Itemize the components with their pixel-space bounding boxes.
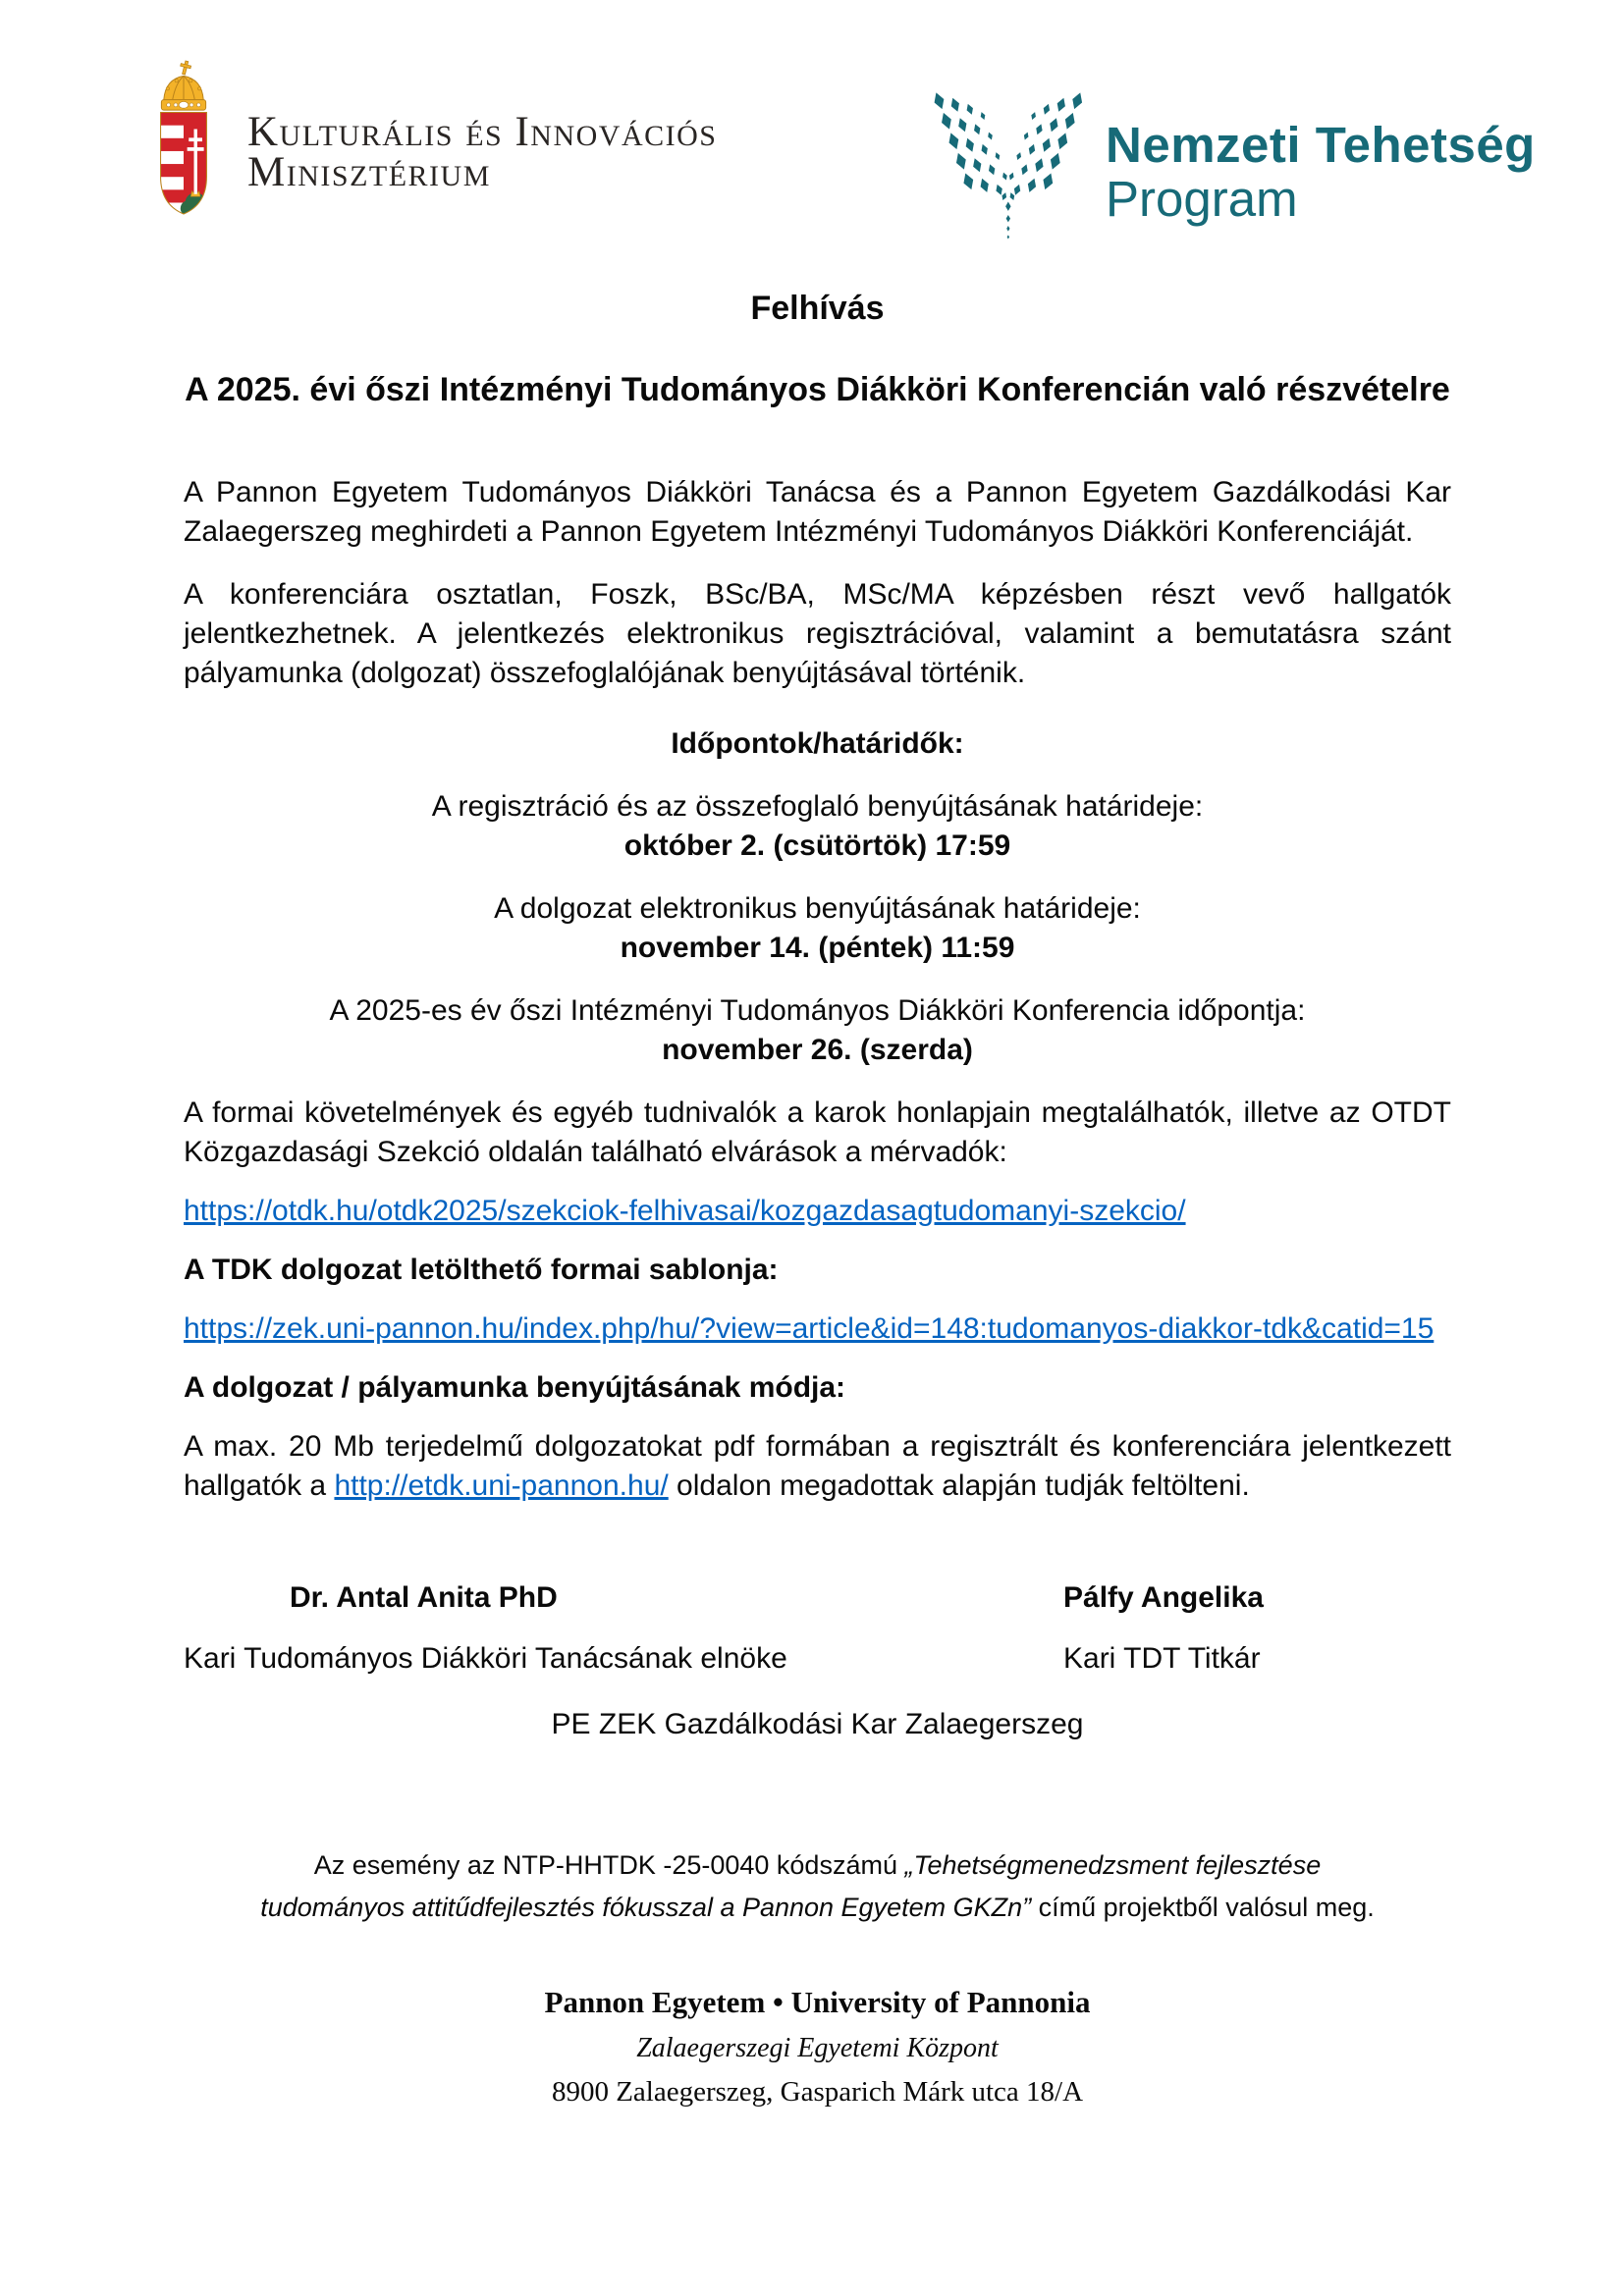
submission-text-after: oldalon megadottak alapján tudják feltölteni. [668,1469,1250,1502]
schedule-item-paper-submission [184,889,1451,968]
ntp-logo-line1: Nemzeti Tehetség [1106,117,1536,173]
signature-right-name: Pálfy Angelika [1063,1581,1264,1614]
document-subject: A 2025. évi őszi Intézményi Tudományos Diákköri Konferencián való részvételre [185,371,1450,408]
kim-logo-line1: Kulturális és Innovációs [247,109,718,155]
schedule-item-conference-date [184,991,1451,1070]
intro-paragraph-1: A Pannon Egyetem Tudományos Diákköri Tanácsa és a Pannon Egyetem Gazdálkodási Kar Zalaegerszeg meghirdeti a Pannon Egyetem Intézményi Tudományos Diákköri Konferenciáját. [184,476,1451,548]
ntp-logo [935,73,1536,251]
hungarian-coat-of-arms-icon [145,61,222,218]
schedule-date: október 2. (csütörtök) 17:59 [623,829,1011,862]
signature-left-name: Dr. Antal Anita PhD [290,1581,558,1614]
campus-name: Zalaegerszegi Egyetemi Központ [636,2033,999,2063]
submission-heading: A dolgozat / pályamunka benyújtásának módja: [184,1371,846,1404]
campus-address: 8900 Zalaegerszeg, Gasparich Márk utca 18/A [551,2076,1084,2108]
requirements-paragraph: A formai követelmények és egyéb tudnivalók a karok honlapjain megtalálhatók, illetve az OTDT Közgazdasági Szekció oldalán található elvárások a mérvadók: [184,1096,1451,1168]
schedule-label: A regisztráció és az összefoglaló benyújtásának határideje: [431,790,1204,823]
signature-right-title: Kari TDT Titkár [1063,1642,1261,1675]
project-text-before: Az esemény az NTP-HHTDK -25-0040 kódszámú [313,1850,905,1880]
kim-logo-line2: Minisztérium [247,149,491,195]
schedule-heading: Időpontok/határidők: [671,727,964,760]
signature-organization: PE ZEK Gazdálkodási Kar Zalaegerszeg [551,1708,1084,1740]
ntp-diamond-mark-icon [935,73,1084,251]
page-title: Felhívás [750,290,885,327]
submission-text-before: A max. 20 Mb terjedelmű dolgozatokat pdf formában a regisztrált és konferenciára jelentkezett hallgatók a [184,1430,1451,1502]
otdk-section-link[interactable]: https://otdk.hu/otdk2025/szekciok-felhivasai/kozgazdasagtudomanyi-szekcio/ [184,1195,1186,1227]
university-footer [184,1978,1451,2113]
template-heading: A TDK dolgozat letölthető formai sablonja: [184,1254,779,1286]
ntp-logo-text [1106,118,1536,226]
project-title-italic: „Tehetségmenedzsment fejlesztése tudományos attitűdfejlesztés fókusszal a Pannon Egyetem GKZn” [260,1850,1322,1922]
project-text-after: című projektből valósul meg. [1031,1893,1375,1922]
etdk-upload-link[interactable]: http://etdk.uni-pannon.hu/ [334,1469,669,1502]
university-name: Pannon Egyetem • University of Pannonia [544,1985,1091,2019]
kim-logo [145,61,717,218]
signature-left-title: Kari Tudományos Diákköri Tanácsának elnöke [184,1642,787,1675]
tdk-template-link[interactable]: https://zek.uni-pannon.hu/index.php/hu/?view=article&id=148:tudomanyos-diakkor-tdk&catid=15 [184,1312,1435,1345]
signature-names-row [184,1578,1451,1618]
intro-paragraph-2: A konferenciára osztatlan, Foszk, BSc/BA, MSc/MA képzésben részt vevő hallgatók jelentkezhetnek. A jelentkezés elektronikus regisztrációval, valamint a bemutatásra szánt pályamunka (dolgozat) összefoglalójának benyújtásával történik. [184,578,1451,689]
schedule-item-registration [184,787,1451,866]
schedule-label: A 2025-es év őszi Intézményi Tudományos Diákköri Konferencia időpontja: [329,994,1306,1027]
submission-paragraph [184,1427,1451,1506]
schedule-date: november 26. (szerda) [662,1034,973,1066]
project-note [253,1844,1382,1929]
ntp-logo-line2: Program [1106,171,1298,227]
signature-titles-row [184,1639,1451,1679]
schedule-label: A dolgozat elektronikus benyújtásának határideje: [494,892,1141,925]
schedule-date: november 14. (péntek) 11:59 [620,932,1015,964]
kim-logo-text [247,109,718,195]
